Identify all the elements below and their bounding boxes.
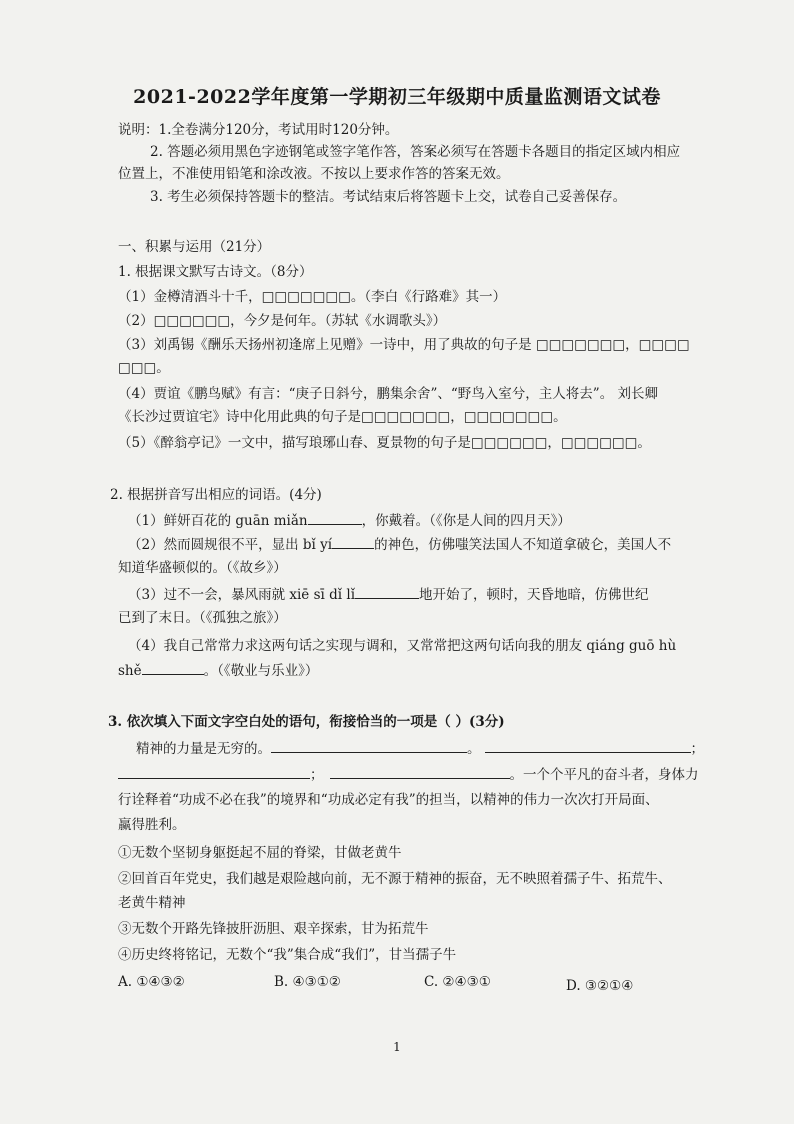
- q2-line-2-prefix: （2）然而圆规很不平，显出 bǐ yí: [128, 537, 333, 553]
- q2-line-1: [128, 510, 571, 531]
- q1-line-5: （5）《醉翁亭记》一文中，描写琅琊山春、夏景物的句子是□□□□□□，□□□□□□。: [118, 435, 651, 451]
- q3-passage-line-3: 行诠释着“功成不必在我”的境界和“功成必定有我”的担当，以精神的伟力一次次打开局面、: [118, 792, 659, 808]
- answer-blank-xiesidili[interactable]: [355, 584, 419, 599]
- q1-line-4b: 《长沙过贾谊宅》诗中化用此典的句子是□□□□□□□，□□□□□□□。: [118, 409, 567, 425]
- q3-semicolon-2: ；: [310, 767, 324, 783]
- q3-option-1: ①无数个坚韧身躯挺起不屈的脊梁，甘做老黄牛: [118, 845, 402, 861]
- choice-b[interactable]: B. ④③①②: [274, 974, 341, 990]
- q2-line-4-pinyin-end: shě: [118, 663, 142, 679]
- answer-blank-qiangguohushe[interactable]: [142, 660, 204, 675]
- q2-line-3: [128, 584, 649, 605]
- q3-option-3: ③无数个开路先锋披肝沥胆、艰辛探索，甘为拓荒牛: [118, 921, 429, 937]
- q2-line-1-prefix: （1）鲜妍百花的 guān miǎn: [128, 513, 308, 529]
- q3-semicolon-1: ；: [690, 741, 704, 757]
- q2-line-2c: 知道华盛顿似的。（《故乡》）: [118, 560, 287, 576]
- instruction-item-3: 3. 考生必须保持答题卡的整洁。考试结束后将答题卡上交，试卷自己妥善保存。: [150, 189, 627, 205]
- q2-stem: 2. 根据拼音写出相应的词语。(4分): [110, 487, 322, 503]
- instruction-item-2a: 2. 答题必须用黑色字迹钢笔或签字笔作答，答案必须写在答题卡各题目的指定区域内相应: [150, 144, 681, 160]
- q3-stem: 3. 依次填入下面文字空白处的语句，衔接恰当的一项是（ ）(3分): [108, 714, 505, 730]
- answer-blank-q3-2[interactable]: [485, 738, 691, 753]
- instruction-item-1: 1.全卷满分120分，考试用时120分钟。: [158, 122, 399, 138]
- q2-line-4a: （4）我自己常常力求这两句话之实现与调和，又常常把这两句话向我的朋友 qiáng guō hù: [128, 638, 677, 654]
- q2-line-2-suffix: 的神色，仿佛嗤笑法国人不知道拿破仑，美国人不: [374, 537, 672, 553]
- instruction-item-2b: 位置上，不准使用铅笔和涂改液。不按以上要求作答的答案无效。: [118, 166, 510, 182]
- q2-line-4b: [118, 660, 318, 681]
- answer-blank-q3-3[interactable]: [118, 764, 310, 779]
- instructions-label: 说明：: [118, 122, 159, 138]
- q1-line-3a: （3）刘禹锡《酬乐天扬州初逢席上见赠》一诗中，用了典故的句子是 □□□□□□□，□□□□: [118, 337, 690, 353]
- q1-line-1: （1）金樽清酒斗十千，□□□□□□□。（李白《行路难》其一）: [118, 289, 507, 305]
- q1-line-4a: （4）贾谊《鹏鸟赋》有言：“庚子日斜兮，鹏集余舍”、“野鸟入室兮，主人将去”。 刘长卿: [118, 386, 658, 402]
- q3-passage-line-4: 赢得胜利。: [118, 817, 186, 833]
- section-1-heading: 一、积累与运用（21分）: [118, 239, 271, 255]
- answer-blank-biyi[interactable]: [332, 534, 374, 549]
- exam-title: 2021-2022学年度第一学期初三年级期中质量监测语文试卷: [133, 86, 661, 108]
- q3-passage-line-2-end: 。一个个平凡的奋斗者，身体力: [509, 767, 699, 783]
- choice-a[interactable]: A. ①④③②: [118, 974, 185, 990]
- q3-option-2a: ②回首百年党史，我们越是艰险越向前，无不源于精神的振奋，无不映照着孺子牛、拓荒牛、: [118, 871, 672, 887]
- q2-line-2: [128, 534, 671, 555]
- q3-option-2b: 老黄牛精神: [118, 895, 186, 911]
- q1-stem: 1. 根据课文默写古诗文。（8分）: [118, 264, 313, 280]
- q2-line-1-suffix: ，你戴着。（《你是人间的四月天》）: [361, 513, 571, 529]
- q3-passage-line-1: 精神的力量是无穷的。 。 ；: [136, 738, 704, 759]
- answer-blank-q3-4[interactable]: [330, 764, 510, 779]
- q2-line-3-prefix: （3）过不一会，暴风雨就 xiē sī dǐ lǐ: [128, 587, 356, 603]
- q3-passage-start: 精神的力量是无穷的。: [136, 741, 271, 757]
- q2-line-4-suffix: 。（《敬业与乐业》）: [203, 663, 319, 679]
- answer-blank-q3-1[interactable]: [271, 738, 467, 753]
- q2-line-3-suffix: 地开始了，顿时，天昏地暗，仿佛世纪: [419, 587, 649, 603]
- q3-passage-line-2: [118, 764, 699, 785]
- q1-line-2: （2）□□□□□□，今夕是何年。（苏轼《水调歌头》）: [118, 313, 447, 329]
- page-number: 1: [393, 1040, 401, 1054]
- instructions-line-1: [118, 120, 398, 140]
- answer-blank-guanmian[interactable]: [308, 510, 362, 525]
- q2-line-3c: 已到了末日。（《孤独之旅》）: [118, 610, 287, 626]
- choice-c[interactable]: C. ②④③①: [424, 974, 491, 990]
- q3-option-4: ④历史终将铭记，无数个“我”集合成“我们”，甘当孺子牛: [118, 947, 457, 963]
- q1-line-3b: □□□。: [118, 360, 170, 376]
- choice-d[interactable]: D. ③②①④: [566, 978, 634, 994]
